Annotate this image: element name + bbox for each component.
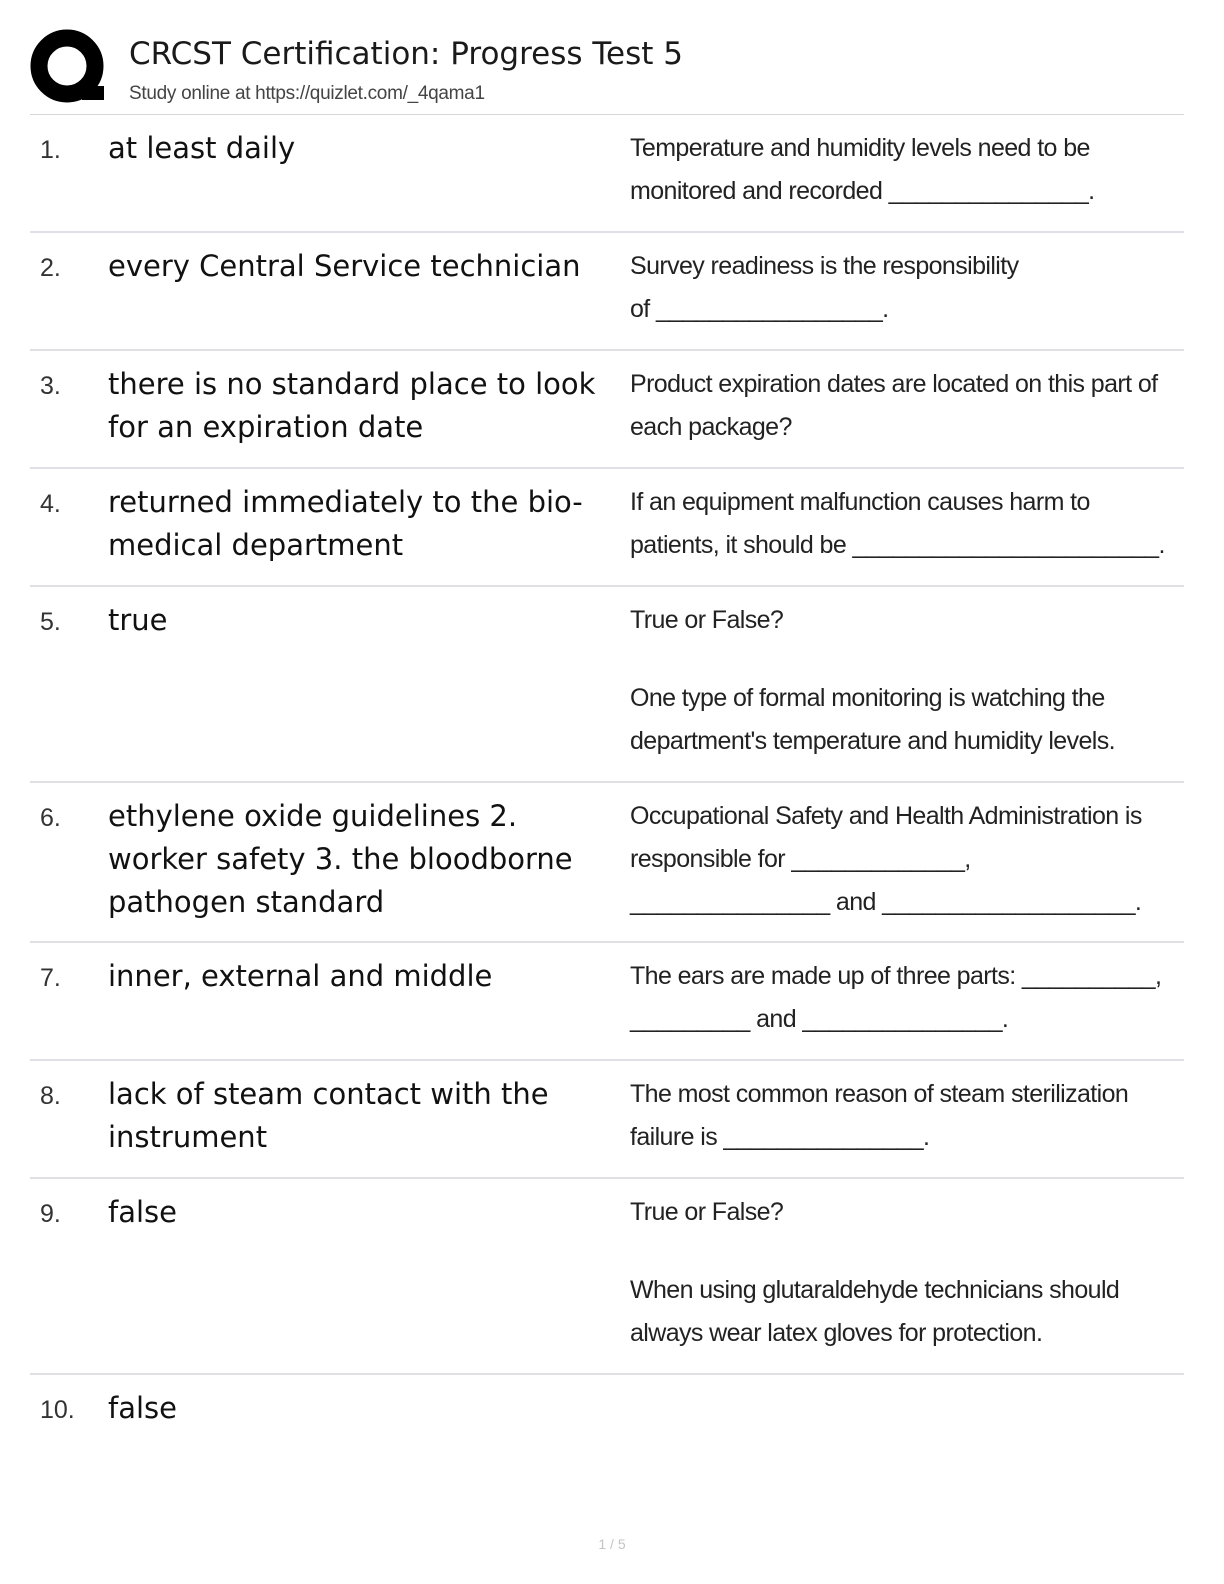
definition-text: When using glutaraldehyde technicians should always wear latex gloves for protection. [630, 1276, 1120, 1347]
card-number: 1. [40, 136, 61, 164]
definition-text: True or False? [630, 606, 784, 634]
card-definition [630, 481, 1175, 567]
card-definition [630, 1073, 1175, 1159]
card-definition [630, 1191, 1175, 1355]
flashcard-row [30, 783, 1184, 943]
flashcard-list [30, 115, 1184, 1475]
flashcard-row [30, 943, 1184, 1061]
card-definition [630, 363, 1175, 449]
card-term: false [108, 1391, 177, 1425]
flashcard-row [30, 233, 1184, 351]
page-title: CRCST Certification: Progress Test 5 [129, 36, 684, 72]
card-definition [630, 245, 1030, 331]
card-term: every Central Service technician [108, 249, 581, 283]
definition-text: Occupational Safety and Health Administration is responsible for _____________, _______________ and ___________________. [630, 802, 1142, 916]
flashcard-row [30, 1375, 1184, 1475]
flashcard-row [30, 115, 1184, 233]
definition-text: If an equipment malfunction causes harm to patients, it should be _______________________. [630, 488, 1165, 559]
definition-text: True or False? [630, 1198, 784, 1226]
card-term: inner, external and middle [108, 959, 493, 993]
flashcard-row [30, 1179, 1184, 1375]
card-definition [630, 795, 1175, 924]
study-online-link[interactable]: Study online at https://quizlet.com/_4qama1 [129, 83, 485, 104]
flashcard-row [30, 469, 1184, 587]
definition-text: Product expiration dates are located on this part of each package? [630, 370, 1158, 441]
page-header [30, 28, 1184, 114]
card-term: at least daily [108, 131, 296, 165]
definition-text: The ears are made up of three parts: __________, _________ and _______________. [630, 962, 1162, 1033]
card-number: 2. [40, 254, 61, 282]
card-term: ethylene oxide guidelines 2. worker safety 3. the bloodborne pathogen standard [108, 799, 573, 919]
card-term: true [108, 603, 168, 637]
card-term: lack of steam contact with the instrument [108, 1077, 549, 1154]
definition-text: Temperature and humidity levels need to be monitored and recorded _______________. [630, 134, 1095, 205]
card-definition [630, 127, 1175, 213]
card-number: 4. [40, 490, 61, 518]
card-term: there is no standard place to look for an expiration date [108, 367, 596, 444]
card-number: 8. [40, 1082, 61, 1110]
card-number: 10. [40, 1396, 75, 1424]
flashcard-row [30, 1061, 1184, 1179]
card-number: 7. [40, 964, 61, 992]
flashcard-row [30, 351, 1184, 469]
quizlet-q-logo-icon [30, 28, 110, 108]
card-term: returned immediately to the bio-medical department [108, 485, 583, 562]
card-term: false [108, 1195, 177, 1229]
definition-text: Survey readiness is the responsibility of _________________. [630, 252, 1019, 323]
card-number: 6. [40, 804, 61, 832]
definition-text: One type of formal monitoring is watching the department's temperature and humidity levels. [630, 684, 1115, 755]
card-number: 5. [40, 608, 61, 636]
card-definition [630, 599, 1175, 763]
card-number: 9. [40, 1200, 61, 1228]
definition-text: The most common reason of steam sterilization failure is _______________. [630, 1080, 1129, 1151]
card-number: 3. [40, 372, 61, 400]
card-definition [630, 955, 1175, 1041]
flashcard-row [30, 587, 1184, 783]
page-indicator: 1 / 5 [598, 1536, 626, 1552]
